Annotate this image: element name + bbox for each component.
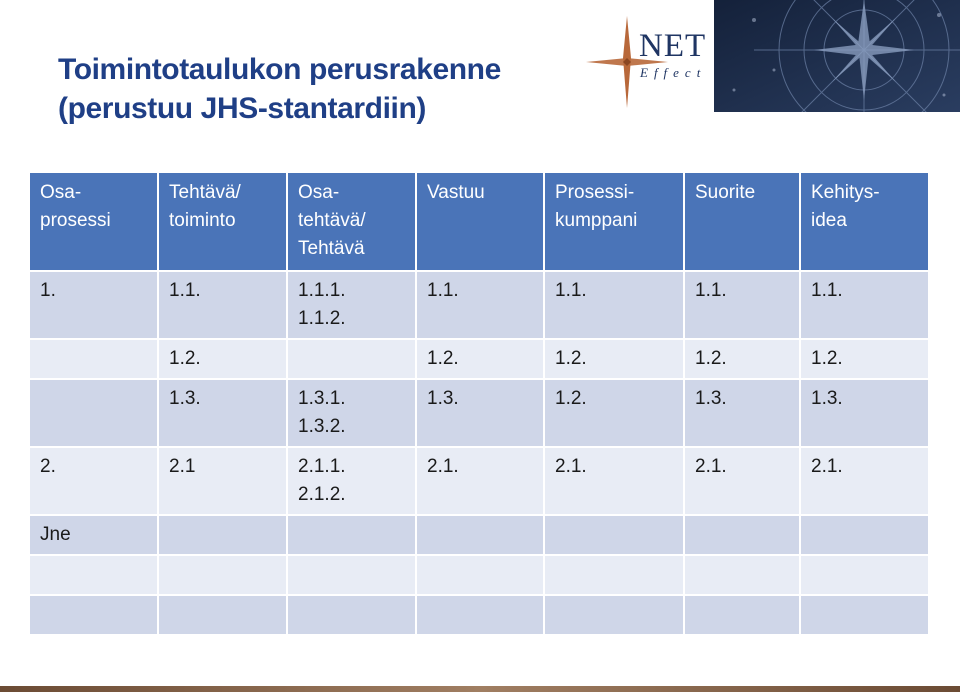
table-row [29, 555, 929, 595]
table-cell [29, 379, 158, 447]
table-cell: 2.1.1. 2.1.2. [287, 447, 416, 515]
table-cell: 1.2. [544, 339, 684, 379]
table-cell: 1.1. [800, 271, 929, 339]
table-cell [287, 595, 416, 635]
slide-title-line-2: (perustuu JHS-stantardiin) [58, 92, 426, 125]
table-cell: 1.1. [416, 271, 544, 339]
table-row [29, 595, 929, 635]
table-cell [158, 595, 287, 635]
table-cell: 1.1. [684, 271, 800, 339]
table-cell [29, 555, 158, 595]
table-cell: 1.3. [800, 379, 929, 447]
table-cell [800, 555, 929, 595]
table-cell: 1. [29, 271, 158, 339]
table-cell: 2.1. [416, 447, 544, 515]
header-suorite: Suorite [684, 172, 800, 271]
logo-text-effect: Effect [640, 65, 707, 80]
table-cell: 1.1. [544, 271, 684, 339]
header-osatehtava: Osa- tehtävä/ Tehtävä [287, 172, 416, 271]
table-cell: 2.1. [800, 447, 929, 515]
table-cell: 2. [29, 447, 158, 515]
table-cell: 1.2. [158, 339, 287, 379]
table-cell: 1.1.1. 1.1.2. [287, 271, 416, 339]
table-cell [287, 515, 416, 555]
table-cell [29, 595, 158, 635]
table-row [29, 339, 929, 379]
table-cell: 1.3. [684, 379, 800, 447]
table-cell: 1.2. [416, 339, 544, 379]
table-row [29, 515, 929, 555]
table-cell [158, 515, 287, 555]
table-cell: 1.3. [158, 379, 287, 447]
table-row [29, 379, 929, 447]
table-cell [416, 595, 544, 635]
table-cell: 2.1 [158, 447, 287, 515]
table-row [29, 447, 929, 515]
table-cell: 2.1. [684, 447, 800, 515]
slide-title [58, 50, 501, 128]
slide-title-line-1: Toimintotaulukon perusrakenne [58, 53, 501, 86]
table-cell [287, 555, 416, 595]
table-cell [800, 595, 929, 635]
table-cell: 1.3. [416, 379, 544, 447]
logo-text-net: NET [639, 28, 707, 64]
table-cell [416, 515, 544, 555]
compass-rose-decoration [714, 0, 960, 112]
table-row [29, 271, 929, 339]
header-prosessikumppani: Prosessi- kumppani [544, 172, 684, 271]
table-cell: 1.2. [684, 339, 800, 379]
table-cell [684, 515, 800, 555]
header-osaprosessi: Osa- prosessi [29, 172, 158, 271]
table-cell: 1.3.1. 1.3.2. [287, 379, 416, 447]
table-cell: 2.1. [544, 447, 684, 515]
table-cell: 1.2. [800, 339, 929, 379]
table-cell [29, 339, 158, 379]
table-cell [544, 515, 684, 555]
table-cell [158, 555, 287, 595]
header-tehtava-toiminto: Tehtävä/ toiminto [158, 172, 287, 271]
table-cell [800, 515, 929, 555]
table-cell [684, 555, 800, 595]
table-cell [416, 555, 544, 595]
activity-table [28, 171, 930, 636]
compass-rose-icon [714, 0, 960, 112]
table-cell [287, 339, 416, 379]
table-cell [544, 555, 684, 595]
table-cell [684, 595, 800, 635]
table-header-row [29, 172, 929, 271]
table-cell: 1.2. [544, 379, 684, 447]
header-vastuu: Vastuu [416, 172, 544, 271]
net-effect-logo [582, 14, 722, 110]
table-cell: 1.1. [158, 271, 287, 339]
table-cell [544, 595, 684, 635]
table-cell: Jne [29, 515, 158, 555]
bottom-border-bar [0, 686, 960, 692]
header-kehitysidea: Kehitys- idea [800, 172, 929, 271]
